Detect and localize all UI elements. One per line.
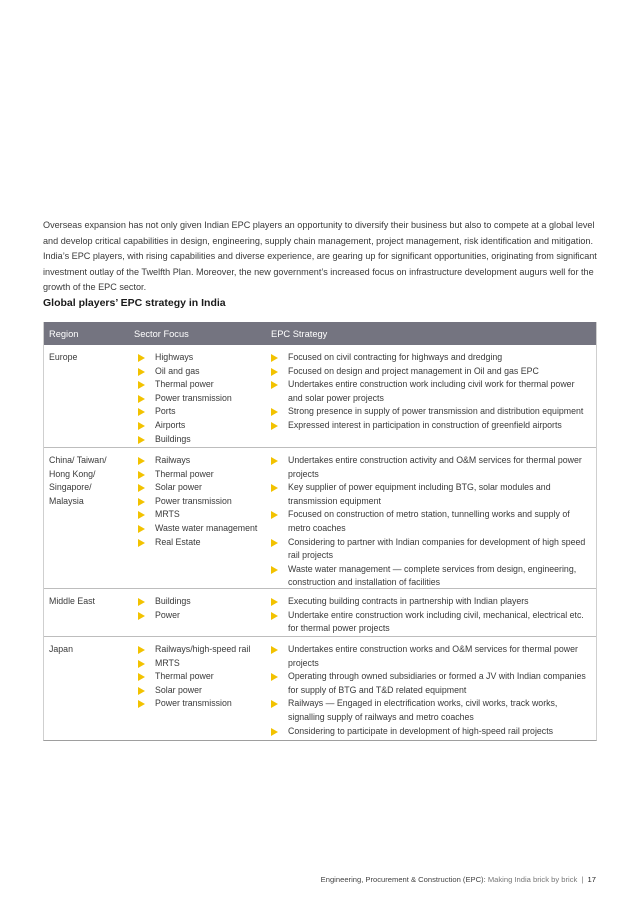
strategy-item: Focused on construction of metro station, tunnelling works and supply of metro coaches — [271, 508, 586, 535]
footer-separator: | — [581, 875, 584, 884]
sector-item: Railways/high-speed rail — [138, 643, 269, 657]
sector-item: Thermal power — [138, 378, 269, 392]
sector-item: MRTS — [138, 508, 269, 522]
sector-item: Buildings — [138, 433, 269, 447]
header-epc-strategy: EPC Strategy — [271, 328, 328, 339]
strategy-item: Undertakes entire construction activity and O&M services for thermal power projects — [271, 454, 586, 481]
strategy-item: Waste water management — complete services from design, engineering, construction and installation of facilities — [271, 563, 586, 590]
footer-subtitle: Making India brick by brick — [487, 875, 578, 884]
sector-item: Solar power — [138, 481, 269, 495]
sector-item: Thermal power — [138, 468, 269, 482]
strategy-cell — [269, 351, 596, 433]
strategy-item: Undertakes entire construction works and O&M services for thermal power projects — [271, 643, 586, 670]
sector-item: Power transmission — [138, 697, 269, 711]
strategy-item: Expressed interest in participation in construction of greenfield airports — [271, 419, 586, 433]
intro-paragraph: Overseas expansion has not only given Indian EPC players an opportunity to diversify their business but also to compete at a global level and develop critical capabilities in design, engineering, supply chain management, project management, risk identification and mitigation. India’s EPC players, with rising capabilities and diverse experience, are gearing up for significant opportunities, originating from significant investment outlay of the Twelfth Plan. Moreover, the new government’s increased focus on infrastructure development augurs well for the growth of the EPC sector. — [43, 220, 597, 293]
sector-item: Ports — [138, 405, 269, 419]
sector-item: Solar power — [138, 684, 269, 698]
sector-item: MRTS — [138, 657, 269, 671]
sector-item: Waste water management — [138, 522, 269, 536]
strategy-item: Undertake entire construction work including civil, mechanical, electrical etc. for thermal power projects — [271, 609, 586, 636]
strategy-item: Focused on design and project management in Oil and gas EPC — [271, 365, 586, 379]
table-row — [44, 589, 596, 637]
strategy-item: Considering to partner with Indian companies for development of high speed rail projects — [271, 536, 586, 563]
page-number: 17 — [587, 875, 596, 884]
header-sector-focus: Sector Focus — [134, 328, 189, 339]
region-cell: Europe — [49, 352, 78, 362]
sector-item: Power transmission — [138, 392, 269, 406]
sector-cell — [124, 643, 269, 711]
region-cell: Middle East — [49, 596, 95, 606]
sector-item: Airports — [138, 419, 269, 433]
sector-item: Power transmission — [138, 495, 269, 509]
strategy-cell — [269, 454, 596, 590]
strategy-item: Strong presence in supply of power transmission and distribution equipment — [271, 405, 586, 419]
sector-item: Buildings — [138, 595, 269, 609]
strategy-item: Key supplier of power equipment including BTG, solar modules and transmission equipment — [271, 481, 586, 508]
strategy-item: Considering to participate in development of high-speed rail projects — [271, 725, 586, 739]
page-footer — [321, 875, 596, 884]
sector-cell — [124, 351, 269, 446]
section-title: Global players’ EPC strategy in India — [43, 297, 226, 309]
sector-item: Real Estate — [138, 536, 269, 550]
strategy-cell — [269, 643, 596, 738]
strategy-cell — [269, 595, 596, 636]
sector-item: Railways — [138, 454, 269, 468]
table-row — [44, 345, 596, 448]
sector-item: Highways — [138, 351, 269, 365]
table-row — [44, 448, 596, 589]
epc-strategy-table — [43, 322, 597, 741]
table-row — [44, 637, 596, 740]
region-cell: Japan — [49, 644, 73, 654]
strategy-item: Undertakes entire construction work including civil work for thermal power and solar power projects — [271, 378, 586, 405]
table-header — [44, 322, 596, 345]
strategy-item: Focused on civil contracting for highways and dredging — [271, 351, 586, 365]
strategy-item: Operating through owned subsidiaries or formed a JV with Indian companies for supply of BTG and T&D related equipment — [271, 670, 586, 697]
sector-item: Oil and gas — [138, 365, 269, 379]
region-cell: China/ Taiwan/ Hong Kong/ Singapore/ Malaysia — [49, 455, 107, 506]
footer-title: Engineering, Procurement & Construction (EPC): — [320, 875, 486, 884]
strategy-item: Railways — Engaged in electrification works, civil works, track works, signalling supply of railways and metro coaches — [271, 697, 586, 724]
sector-item: Thermal power — [138, 670, 269, 684]
sector-cell — [124, 595, 269, 622]
sector-cell — [124, 454, 269, 549]
header-region: Region — [49, 328, 79, 339]
sector-item: Power — [138, 609, 269, 623]
strategy-item: Executing building contracts in partnership with Indian players — [271, 595, 586, 609]
